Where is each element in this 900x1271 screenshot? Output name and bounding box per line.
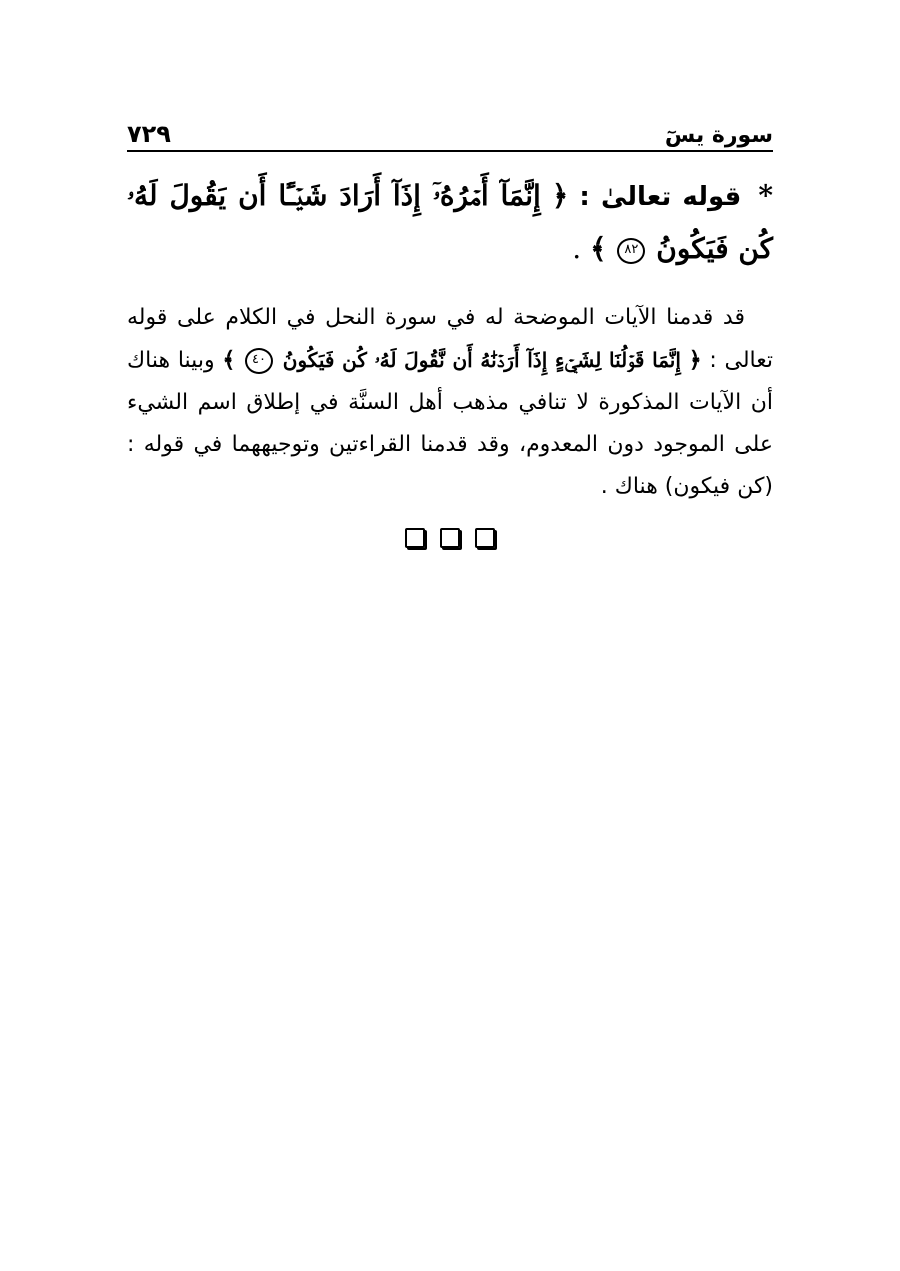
ayah-number-marker: ٤٠ <box>245 348 273 374</box>
verse-intro: قوله تعالىٰ : <box>579 182 742 212</box>
page-number: ٧٢٩ <box>127 120 171 148</box>
commentary-part-2: وبينا هناك أن الآيات المذكورة لا تنافي مذهب أهل السنَّة في إطلاق اسم الشيء على الموجود دون المعدوم، وقد قدمنا القراءتين وتوجيههما في قوله : (كن فيكون) هناك . <box>127 348 773 499</box>
commentary-part-1: قد قدمنا الآيات الموضحة له في سورة النحل في الكلام على قوله تعالى : <box>127 305 773 373</box>
surah-title: سورة يسٓ <box>664 123 773 148</box>
page-header <box>127 110 773 152</box>
section-end-marks <box>127 528 773 552</box>
verse-end: . <box>572 232 582 265</box>
close-bracket: ﴾ <box>590 232 607 265</box>
star-icon: * <box>758 179 774 212</box>
quoted-verse: إِنَّمَا قَوۡلُنَا لِشَيۡءٍ إِذَآ أَرَدۡنَٰهُ أَن نَّقُولَ لَهُۥ كُن فَيَكُونُ <box>282 348 681 372</box>
square-ornament-icon <box>405 528 425 548</box>
close-bracket: ﴾ <box>222 348 236 373</box>
page <box>127 110 773 508</box>
open-bracket: ﴿ <box>688 348 702 373</box>
square-ornament-icon <box>475 528 495 548</box>
commentary-paragraph <box>127 297 773 508</box>
square-ornament-icon <box>440 528 460 548</box>
ayah-number-marker: ٨٢ <box>617 238 645 264</box>
verse-heading <box>127 170 773 275</box>
open-bracket: ﴿ <box>551 179 569 212</box>
quran-verse: إِنَّمَآ أَمۡرُهُۥٓ إِذَآ أَرَادَ شَيۡـًٔا أَن يَقُولَ لَهُۥ كُن فَيَكُونُ <box>127 179 773 265</box>
